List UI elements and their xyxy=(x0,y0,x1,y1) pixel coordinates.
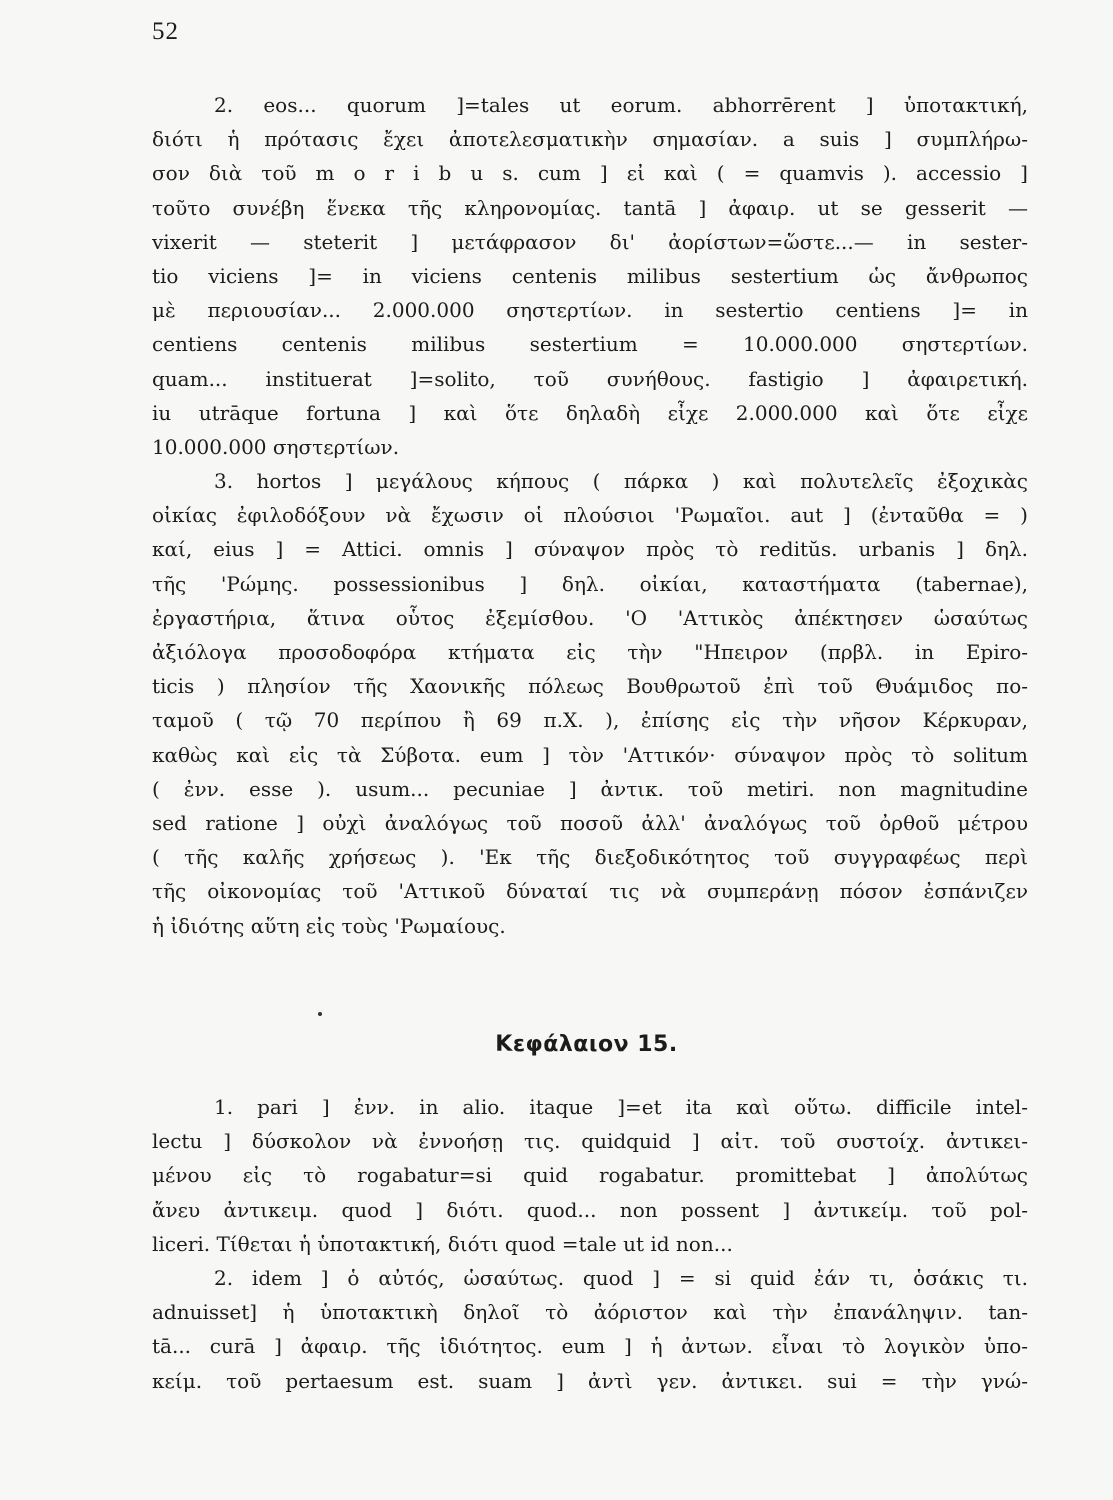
text-line: sed ratione ] οὐχὶ ἀναλόγως τοῦ ποσοῦ ἀλλ' ἀναλόγως τοῦ ὀρθοῦ μέτρου xyxy=(152,810,1028,835)
text-line: οἰκίας ἐφιλοδόξουν νὰ ἔχωσιν οἱ πλούσιοι 'Ρωμαῖοι. aut ] (ἐνταῦθα = ) xyxy=(152,503,1028,528)
text-line: ἡ ἰδιότης αὕτη εἰς τοὺς 'Ρωμαίους. xyxy=(152,913,506,938)
text-line: iu utrāque fortuna ] καὶ ὅτε δηλαδὴ εἶχε 2.000.000 καὶ ὅτε εἶχε xyxy=(152,400,1028,425)
text-line: μὲ περιουσίαν... 2.000.000 σηστερτίων. in sestertio centiens ]= in xyxy=(152,298,1028,323)
text-line: τῆς 'Ρώμης. possessionibus ] δηλ. οἰκίαι, καταστήματα (tabernae), xyxy=(152,571,1028,596)
text-line: 2. idem ] ὁ αὐτός, ὡσαύτως. quod ] = si quid ἐάν τι, ὁσάκις τι. xyxy=(214,1265,1028,1290)
text-line: tio viciens ]= in viciens centenis milibus sestertium ὡς ἄνθρωπος xyxy=(152,263,1028,288)
text-line: ticis ) πλησίον τῆς Χαονικῆς πόλεως Βουθρωτοῦ ἐπὶ τοῦ Θυάμιδος πο- xyxy=(152,674,1028,699)
text-line: τῆς οἰκονομίας τοῦ 'Αττικοῦ δύναταί τις νὰ συμπεράνῃ πόσον ἐσπάνιζεν xyxy=(152,879,1028,904)
text-line: tā... curā ] ἀφαιρ. τῆς ἰδιότητος. eum ] ἡ ἀντων. εἶναι τὸ λογικὸν ὑπο- xyxy=(152,1334,1028,1359)
text-line: κείμ. τοῦ pertaesum est. suam ] ἀντὶ γεν. ἀντικει. sui = τὴν γνώ- xyxy=(152,1368,1028,1393)
text-line: 3. hortos ] μεγάλους κήπους ( πάρκα ) καὶ πολυτελεῖς ἐξοχικὰς xyxy=(214,469,1028,494)
text-line: ( τῆς καλῆς χρήσεως ). 'Εκ τῆς διεξοδικότητος τοῦ συγγραφέως περὶ xyxy=(152,845,1028,870)
text-line: μένου εἰς τὸ rogabatur=si quid rogabatur. promittebat ] ἀπολύτως xyxy=(152,1163,1028,1188)
text-line: centiens centenis milibus sestertium = 10.000.000 σηστερτίων. xyxy=(152,332,1028,357)
text-line: lectu ] δύσκολον νὰ ἐννοήσῃ τις. quidquid ] αἰτ. τοῦ συστοίχ. ἀντικει- xyxy=(152,1129,1028,1154)
text-line: καθὼς καὶ εἰς τὰ Σύβοτα. eum ] τὸν 'Αττικόν· σύναψον πρὸς τὸ solitum xyxy=(152,742,1028,767)
commentary-block-chapter-15 xyxy=(152,1090,1028,1398)
text-line: ταμοῦ ( τῷ 70 περίπου ἢ 69 π.Χ. ), ἐπίσης εἰς τὴν νῆσον Κέρκυραν, xyxy=(152,708,1028,733)
text-line: liceri. Τίθεται ἡ ὑποτακτική, διότι quod =tale ut id non... xyxy=(152,1231,733,1256)
text-line: vixerit — steterit ] μετάφρασον δι' ἀορίστων=ὥστε...— in sester- xyxy=(152,229,1028,254)
text-line: 10.000.000 σηστερτίων. xyxy=(152,434,400,459)
text-line: διότι ἡ πρότασις ἔχει ἀποτελεσματικὴν σημασίαν. a suis ] συμπλήρω- xyxy=(152,127,1028,152)
text-line: σον διὰ τοῦ m o r i b u s. cum ] εἰ καὶ ( = quamvis ). accessio ] xyxy=(152,161,1028,186)
text-line: 2. eos... quorum ]=tales ut eorum. abhorrērent ] ὑποτακτική, xyxy=(214,93,1028,117)
text-line: quam... instituerat ]=solito, τοῦ συνήθους. fastigio ] ἀφαιρετική. xyxy=(152,366,1028,391)
page-number: 52 xyxy=(152,18,179,45)
text-line: ἄνευ ἀντικειμ. quod ] διότι. quod... non possent ] ἀντικείμ. τοῦ pol- xyxy=(152,1197,1028,1222)
text-line: adnuisset] ἡ ὑποτακτικὴ δηλοῖ τὸ ἀόριστον καὶ τὴν ἐπανάληψιν. tan- xyxy=(152,1300,1028,1325)
text-line: ἀξιόλογα προσοδοφόρα κτήματα εἰς τὴν "Ηπειρον (πρβλ. in Epiro- xyxy=(152,640,1028,664)
text-line: καί, eius ] = Attici. omnis ] σύναψον πρὸς τὸ reditŭs. urbanis ] δηλ. xyxy=(152,537,1028,562)
ink-speck xyxy=(318,1012,322,1016)
chapter-heading: Κεφάλαιον 15. xyxy=(495,1032,678,1057)
text-line: 1. pari ] ἐνν. in alio. itaque ]=et ita καὶ οὕτω. difficile intel- xyxy=(214,1095,1028,1119)
text-line: ἐργαστήρια, ἅτινα οὗτος ἐξεμίσθου. 'Ο 'Αττικὸς ἀπέκτησεν ὡσαύτως xyxy=(152,605,1028,630)
text-line: τοῦτο συνέβη ἕνεκα τῆς κληρονομίας. tantā ] ἀφαιρ. ut se gesserit — xyxy=(152,195,1028,220)
commentary-block-chapter-14 xyxy=(152,88,1028,943)
text-line: ( ἐνν. esse ). usum... pecuniae ] ἀντικ. τοῦ metiri. non magnitudine xyxy=(152,776,1028,801)
